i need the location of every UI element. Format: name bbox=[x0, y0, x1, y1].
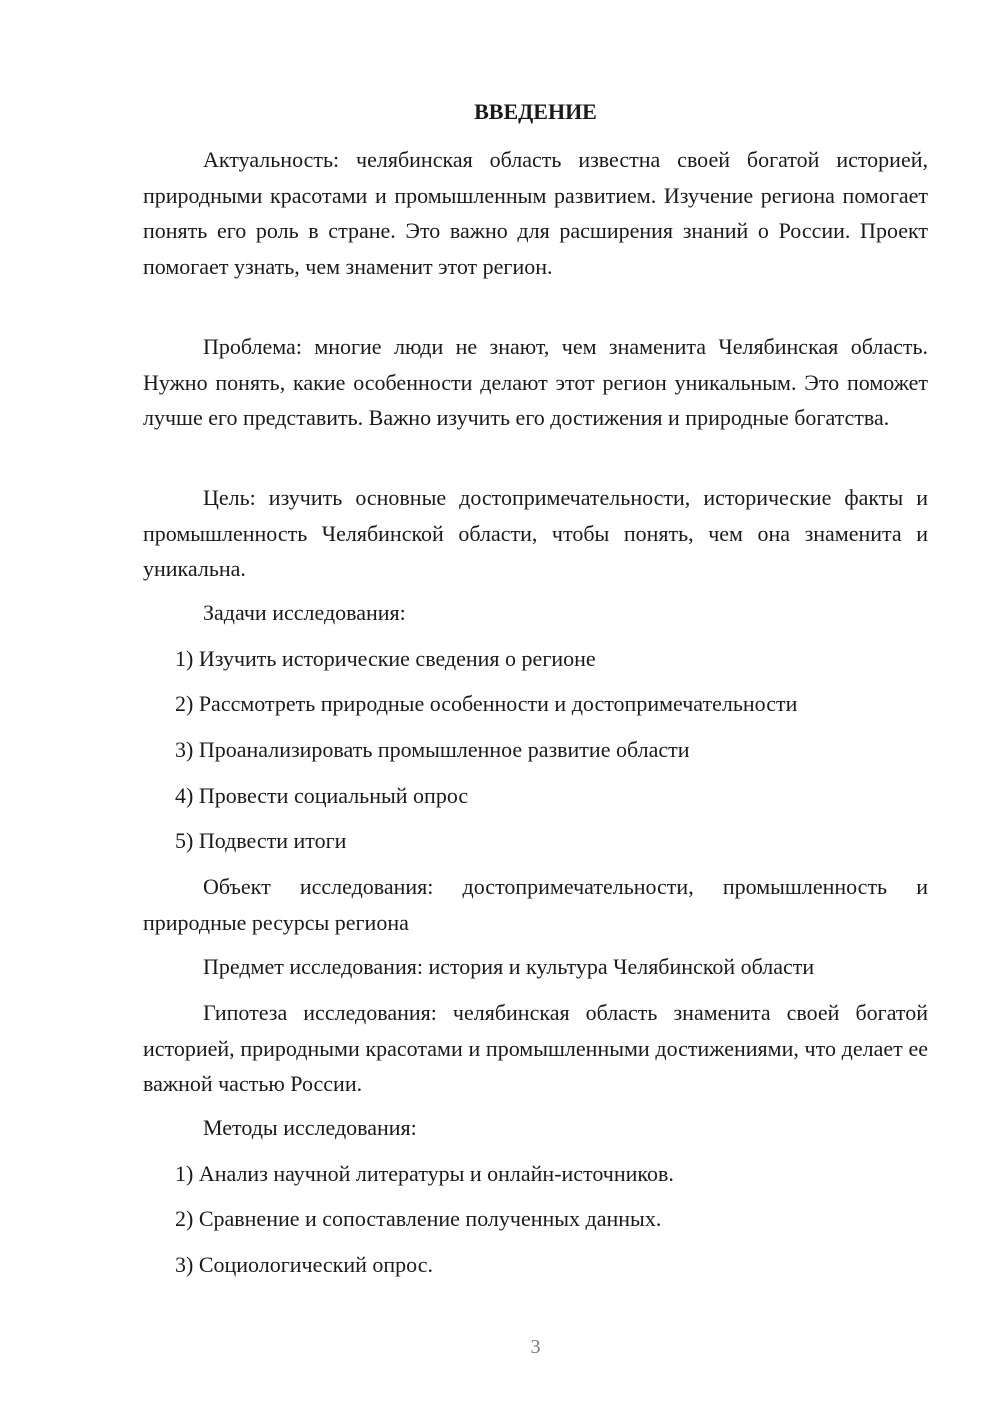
task-item: 4) Провести социальный опрос bbox=[175, 783, 469, 808]
method-item: 1) Анализ научной литературы и онлайн-источников. bbox=[175, 1161, 674, 1186]
method-item: 2) Сравнение и сопоставление полученных данных. bbox=[175, 1206, 662, 1231]
task-item: 1) Изучить исторические сведения о регионе bbox=[175, 646, 596, 671]
page-number: 3 bbox=[530, 1336, 541, 1358]
method-item: 3) Социологический опрос. bbox=[175, 1252, 433, 1277]
hypothesis-paragraph: Гипотеза исследования: челябинская область знаменита своей богатой историей, природными красотами и промышленными достижениями, что делает ее важной частью России. bbox=[143, 1000, 928, 1096]
tasks-heading: Задачи исследования: bbox=[203, 600, 406, 625]
subject-paragraph: Предмет исследования: история и культура Челябинской области bbox=[203, 954, 815, 979]
goal-paragraph: Цель: изучить основные достопримечательности, исторические факты и промышленность Челябинской области, чтобы понять, чем она знаменита и уникальна. bbox=[143, 485, 928, 581]
problem-paragraph: Проблема: многие люди не знают, чем знаменита Челябинская область. Нужно понять, какие особенности делают этот регион уникальным. Это поможет лучше его представить. Важно изучить его достижения и природные богатства. bbox=[143, 334, 928, 430]
object-paragraph: Объект исследования: достопримечательности, промышленность и природные ресурсы региона bbox=[143, 874, 928, 935]
methods-heading: Методы исследования: bbox=[203, 1115, 417, 1140]
task-item: 2) Рассмотреть природные особенности и достопримечательности bbox=[175, 691, 798, 716]
task-item: 3) Проанализировать промышленное развитие области bbox=[175, 737, 690, 762]
section-title: ВВЕДЕНИЕ bbox=[474, 99, 597, 124]
relevance-paragraph: Актуальность: челябинская область известна своей богатой историей, природными красотами и промышленным развитием. Изучение региона помогает понять его роль в стране. Это важно для расширения знаний о России. Проект помогает узнать, чем знаменит этот регион. bbox=[143, 147, 928, 279]
task-item: 5) Подвести итоги bbox=[175, 828, 347, 853]
